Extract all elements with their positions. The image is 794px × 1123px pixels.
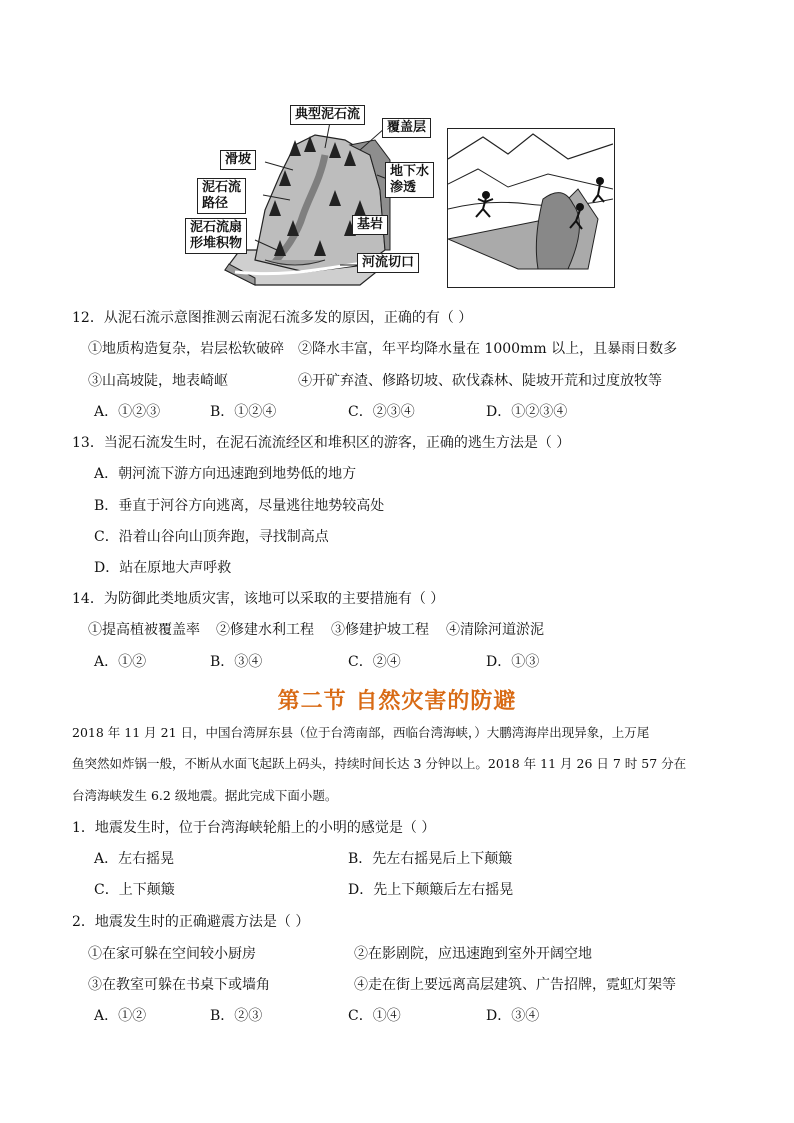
debris-flow-escape-picture bbox=[448, 129, 613, 286]
q1-option-c: C．上下颠簸 bbox=[94, 882, 175, 898]
q2-option-c: C．①④ bbox=[348, 1008, 401, 1024]
q13-option-b: B．垂直于河谷方向逃离，尽量逃往地势较高处 bbox=[94, 498, 385, 514]
label-groundwater: 地下水 渗透 bbox=[385, 162, 434, 198]
q14-statement-3: ③修建护坡工程 bbox=[331, 622, 429, 638]
q13-option-d: D．站在原地大声呼救 bbox=[94, 560, 232, 576]
label-fan-deposit: 泥石流扇 形堆积物 bbox=[185, 218, 247, 254]
q14-option-a: A．①② bbox=[94, 654, 147, 670]
q12-statement-3: ③山高坡陡，地表崎岖 bbox=[88, 373, 228, 389]
q14-statement-2: ②修建水利工程 bbox=[216, 622, 314, 638]
debris-flow-diagram bbox=[185, 100, 440, 290]
intro-line-2: 鱼突然如炸锅一般，不断从水面飞起跃上码头，持续时间长达 3 分钟以上。2018 年 11 月 26 日 7 时 57 分在 bbox=[72, 756, 687, 771]
q14-option-c: C．②④ bbox=[348, 654, 401, 670]
label-typical-debris-flow: 典型泥石流 bbox=[290, 105, 365, 125]
label-landslide: 滑坡 bbox=[220, 150, 256, 170]
q12-statement-2: ②降水丰富，年平均降水量在 1000mm 以上，且暴雨日数多 bbox=[298, 341, 678, 357]
q2-option-b: B．②③ bbox=[210, 1008, 263, 1024]
label-cover-layer: 覆盖层 bbox=[382, 118, 431, 138]
q12-option-c: C．②③④ bbox=[348, 404, 415, 420]
q13-option-a: A．朝河流下游方向迅速跑到地势低的地方 bbox=[94, 466, 357, 482]
q14-statement-1: ①提高植被覆盖率 bbox=[88, 622, 200, 638]
q1-option-a: A．左右摇晃 bbox=[94, 851, 175, 867]
q2-statement-2: ②在影剧院，应迅速跑到室外开阔空地 bbox=[354, 946, 592, 962]
q12-statement-1: ①地质构造复杂，岩层松软破碎 bbox=[88, 341, 284, 357]
q12-option-b: B．①②④ bbox=[210, 404, 277, 420]
label-bedrock: 基岩 bbox=[352, 215, 388, 235]
q13-option-c: C．沿着山谷向山顶奔跑，寻找制高点 bbox=[94, 529, 329, 545]
label-river-cut: 河流切口 bbox=[357, 253, 419, 273]
q2-statement-3: ③在教室可躲在书桌下或墙角 bbox=[88, 977, 270, 993]
q1-option-d: D．先上下颠簸后左右摇晃 bbox=[348, 882, 514, 898]
label-flow-path: 泥石流 路径 bbox=[197, 178, 246, 214]
q14-option-b: B．③④ bbox=[210, 654, 263, 670]
q2-statement-1: ①在家可躲在空间较小厨房 bbox=[88, 946, 256, 962]
section-title: 第二节 自然灾害的防避 bbox=[277, 689, 517, 714]
q2-stem: 2．地震发生时的正确避震方法是（ ） bbox=[72, 914, 310, 930]
q13-stem: 13．当泥石流发生时，在泥石流流经区和堆积区的游客，正确的逃生方法是（ ） bbox=[72, 435, 571, 451]
debris-flow-figure bbox=[185, 100, 615, 290]
q2-statement-4: ④走在街上要远离高层建筑、广告招牌，霓虹灯架等 bbox=[354, 977, 676, 993]
q12-option-d: D．①②③④ bbox=[486, 404, 568, 420]
escape-illustration bbox=[447, 128, 615, 288]
q2-option-d: D．③④ bbox=[486, 1008, 540, 1024]
q14-statement-4: ④清除河道淤泥 bbox=[446, 622, 544, 638]
q12-option-a: A．①②③ bbox=[94, 404, 161, 420]
q2-option-a: A．①② bbox=[94, 1008, 147, 1024]
q12-statement-4: ④开矿弃渣、修路切坡、砍伐森林、陡坡开荒和过度放牧等 bbox=[298, 373, 662, 389]
intro-line-1: 2018 年 11 月 21 日，中国台湾屏东县（位于台湾南部，西临台湾海峡，）大鹏湾海岸出现异象，上万尾 bbox=[72, 725, 650, 740]
q14-stem: 14．为防御此类地质灾害，该地可以采取的主要措施有（ ） bbox=[72, 591, 445, 607]
intro-line-3: 台湾海峡发生 6.2 级地震。据此完成下面小题。 bbox=[72, 788, 338, 803]
q14-option-d: D．①③ bbox=[486, 654, 540, 670]
q12-stem: 12．从泥石流示意图推测云南泥石流多发的原因，正确的有（ ） bbox=[72, 310, 473, 326]
q1-option-b: B．先左右摇晃后上下颠簸 bbox=[348, 851, 513, 867]
q1-stem: 1．地震发生时，位于台湾海峡轮船上的小明的感觉是（ ） bbox=[72, 820, 436, 836]
